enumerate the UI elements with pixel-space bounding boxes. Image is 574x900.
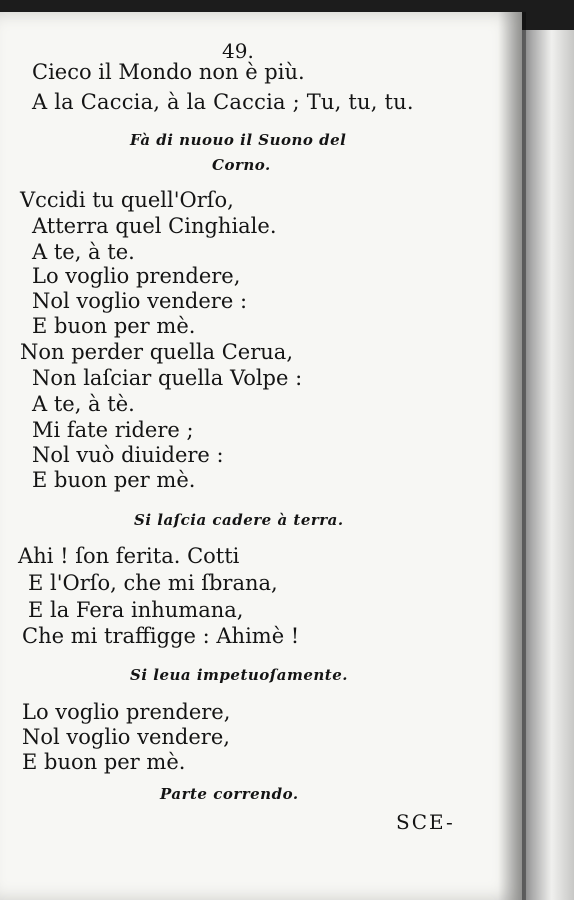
verse-line: E l'Orſo, che mi ſbrana, — [28, 571, 278, 595]
verse-line: Nol vuò diuidere : — [32, 443, 224, 467]
verse-line: Lo voglio prendere, — [32, 264, 241, 288]
verse-line: Non laſciar quella Volpe : — [32, 366, 303, 390]
page-number: 49. — [222, 39, 254, 63]
stage-direction: Fà di nuouo il Suono del — [130, 131, 347, 149]
verse-line: A la Caccia, à la Caccia ; Tu, tu, tu. — [32, 90, 414, 114]
verse-line: Non perder quella Cerua, — [20, 340, 293, 364]
stage-direction: Corno. — [212, 156, 271, 174]
verse-line: Che mi traffigge : Ahimè ! — [22, 624, 300, 648]
adjacent-page-edge — [518, 30, 574, 900]
verse-line: Mi fate ridere ; — [32, 418, 194, 442]
verse-line: E buon per mè. — [32, 314, 196, 338]
verse-line: Atterra quel Cinghiale. — [32, 214, 277, 238]
verse-line: Ahi ! ſon ferita. Cotti — [18, 544, 240, 568]
page-gutter-shadow — [498, 12, 526, 900]
verse-line: E buon per mè. — [32, 468, 196, 492]
catchword: SCE- — [396, 810, 455, 834]
verse-line: Nol voglio vendere : — [32, 289, 248, 313]
verse-line: Nol voglio vendere, — [22, 725, 230, 749]
verse-line: A te, à te. — [32, 240, 135, 264]
verse-line: A te, à tè. — [32, 392, 135, 416]
stage-direction: Parte correndo. — [160, 785, 299, 803]
verse-line: E la Fera inhumana, — [28, 598, 244, 622]
verse-line: Vccidi tu quell'Orſo, — [20, 188, 234, 212]
stage-direction: Si laſcia cadere à terra. — [134, 511, 344, 529]
verse-line: E buon per mè. — [22, 750, 186, 774]
verse-line: Cieco il Mondo non è più. — [32, 60, 305, 84]
stage-direction: Si leua impetuoſamente. — [130, 666, 348, 684]
verse-line: Lo voglio prendere, — [22, 700, 231, 724]
